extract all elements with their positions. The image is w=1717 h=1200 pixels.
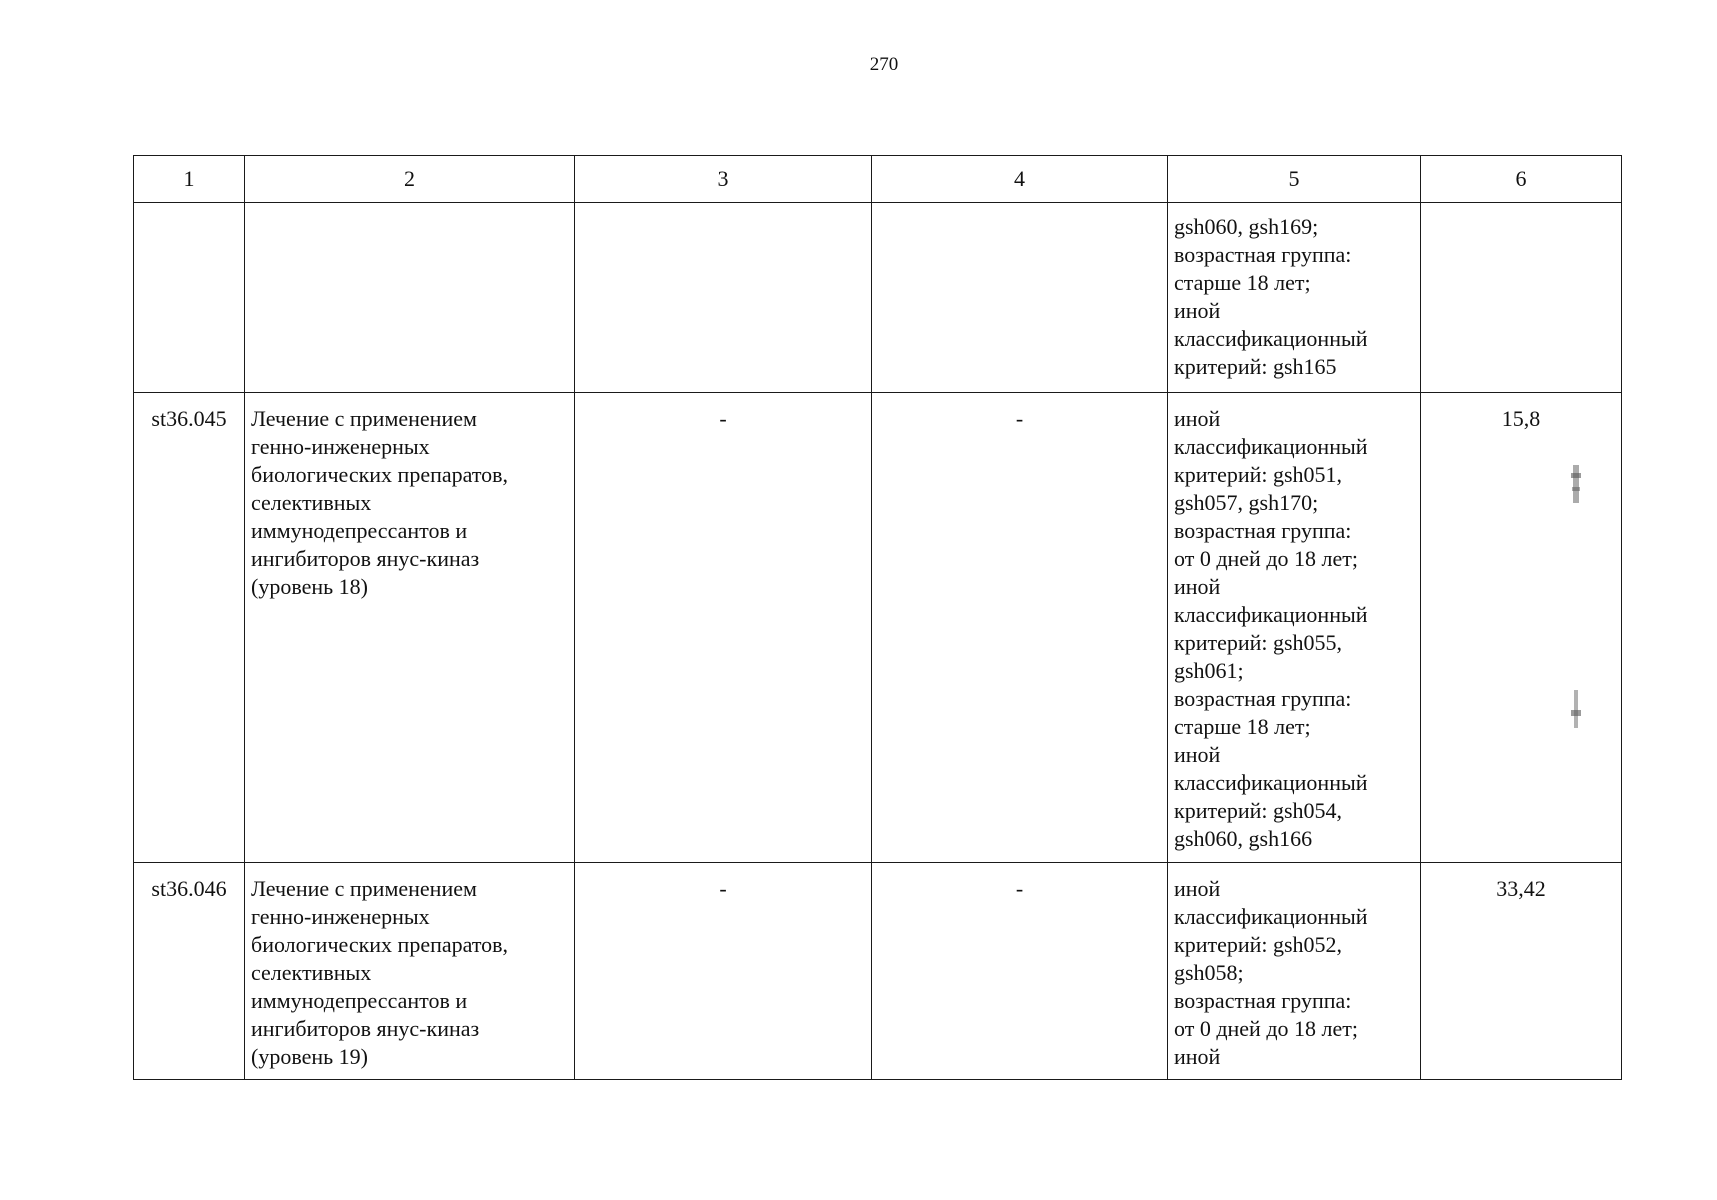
row-coefficient: 15,8 <box>1421 393 1622 863</box>
row-col4: - <box>872 393 1168 863</box>
column-number-3: 3 <box>575 156 872 203</box>
column-number-5: 5 <box>1168 156 1421 203</box>
row-coefficient: 33,42 <box>1421 863 1622 1080</box>
column-number-6: 6 <box>1421 156 1622 203</box>
scan-artifact-mark <box>1570 465 1582 503</box>
row-criteria: иной классификационный критерий: gsh051, gsh057, gsh170; возрастная группа: от 0 дней до 18 лет; иной классификационный критерий: gsh055, gsh061; возрастная группа: старше 18 лет; иной классификационный критерий: gsh054, gsh060, gsh166 <box>1168 393 1421 863</box>
table-row <box>134 863 1622 1080</box>
row-col3: - <box>575 393 872 863</box>
table-row <box>134 393 1622 863</box>
column-number-row <box>134 156 1622 203</box>
table-row <box>134 203 1622 393</box>
column-number-4: 4 <box>872 156 1168 203</box>
row-code: st36.045 <box>134 393 245 863</box>
row-name: Лечение с применением генно-инженерных биологических препаратов, селективных иммунодепрессантов и ингибиторов янус-киназ (уровень 18) <box>245 393 575 863</box>
column-number-2: 2 <box>245 156 575 203</box>
row-code <box>134 203 245 393</box>
row-code: st36.046 <box>134 863 245 1080</box>
row-criteria: gsh060, gsh169; возрастная группа: старше 18 лет; иной классификационный критерий: gsh165 <box>1168 203 1421 393</box>
scan-artifact-mark <box>1570 690 1582 728</box>
row-name: Лечение с применением генно-инженерных биологических препаратов, селективных иммунодепрессантов и ингибиторов янус-киназ (уровень 19) <box>245 863 575 1080</box>
page-number: 270 <box>869 54 899 75</box>
row-criteria: иной классификационный критерий: gsh052, gsh058; возрастная группа: от 0 дней до 18 лет; иной <box>1168 863 1421 1080</box>
row-col4 <box>872 203 1168 393</box>
column-number-1: 1 <box>134 156 245 203</box>
row-col3 <box>575 203 872 393</box>
row-col3: - <box>575 863 872 1080</box>
tariff-table <box>133 155 1622 1080</box>
row-col4: - <box>872 863 1168 1080</box>
row-coefficient <box>1421 203 1622 393</box>
row-name <box>245 203 575 393</box>
